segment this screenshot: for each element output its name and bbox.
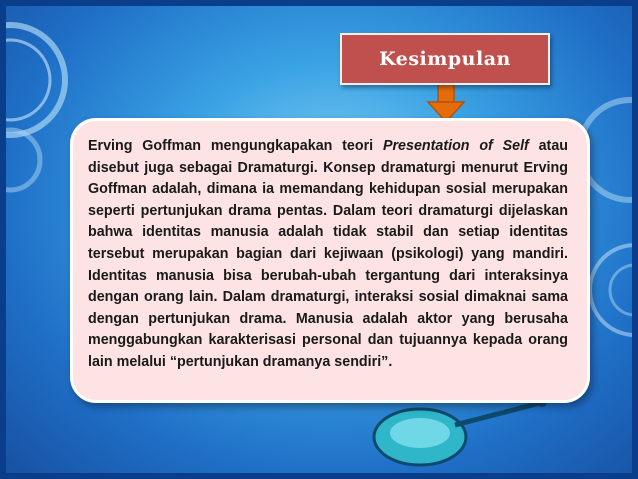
body-term: Presentation of Self: [382, 138, 529, 154]
body-intro: Erving Goffman mengungkapakan teori: [88, 138, 383, 154]
title-box: [340, 33, 550, 85]
slide-title: Kesimpulan: [379, 48, 511, 70]
body-rest: atau disebut juga sebagai Dramaturgi. Konsep dramaturgi menurut Erving Goffman adalah, dimana ia memandang kehidupan sosial merupakan seperti pertunjukan drama pentas. Dalam teori dramaturgi dijelaskan bahwa identitas manusia adalah tidak stabil dan setiap identitas tersebut merupakan bagian dari kejiwaan (psikologi) yang mandiri. Identitas manusia bisa berubah-ubah tergantung dari interaksinya dengan orang lain. Dalam dramaturgi, interaksi sosial dimaknai sama dengan pertunjukan drama. Manusia adalah aktor yang berusaha menggabungkan karakterisasi personal dan tujuannya kepada orang lain melalui “pertunjukan dramanya sendiri”.: [88, 138, 569, 370]
body-paragraph: [88, 136, 568, 374]
